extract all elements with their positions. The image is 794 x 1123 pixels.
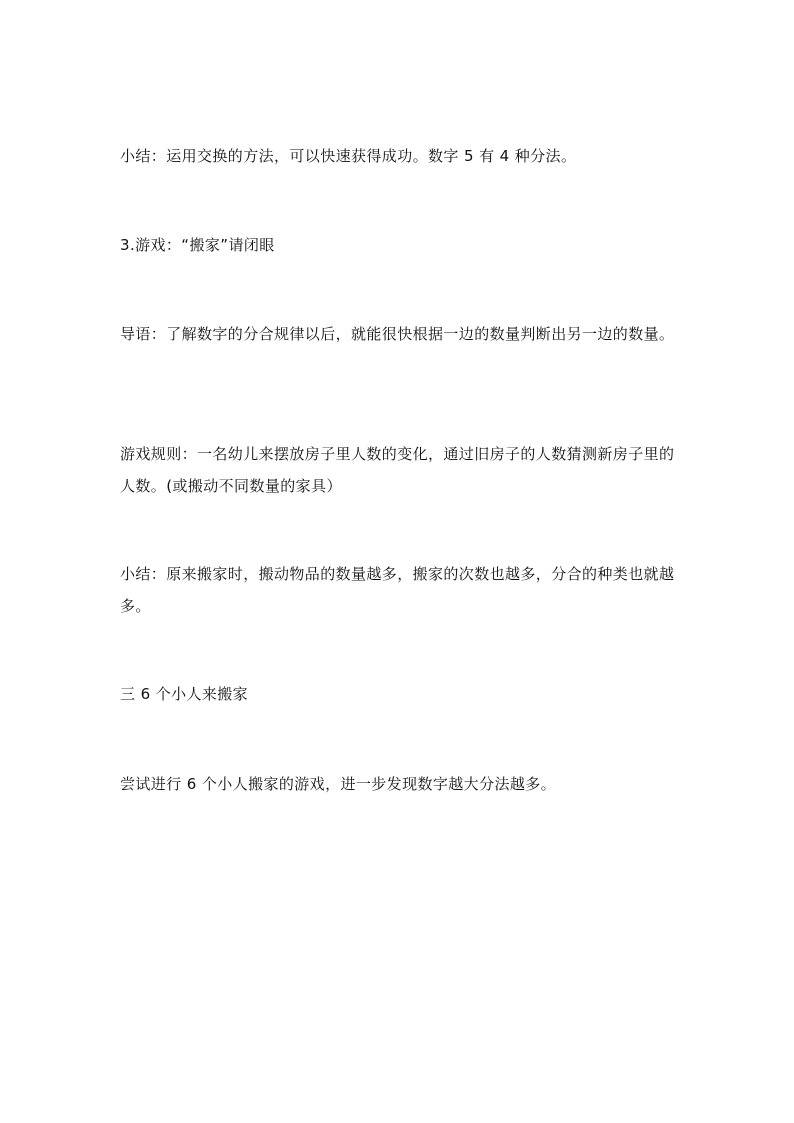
game-rules-paragraph: 游戏规则：一名幼儿来摆放房子里人数的变化，通过旧房子的人数猜测新房子里的人数。(或搬动不同数量的家具） bbox=[120, 445, 675, 495]
game-heading: 3.游戏：“搬家”请闭眼 bbox=[120, 236, 275, 254]
summary-paragraph-2: 小结：原来搬家时，搬动物品的数量越多，搬家的次数也越多，分合的种类也就越多。 bbox=[120, 565, 675, 615]
summary-paragraph-1: 小结：运用交换的方法，可以快速获得成功。数字 5 有 4 种分法。 bbox=[120, 147, 577, 165]
practice-paragraph: 尝试进行 6 个小人搬家的游戏，进一步发现数字越大分法越多。 bbox=[120, 775, 557, 793]
section-heading: 三 6 个小人来搬家 bbox=[120, 685, 249, 703]
intro-paragraph: 导语：了解数字的分合规律以后，就能很快根据一边的数量判断出另一边的数量。 bbox=[120, 325, 675, 343]
